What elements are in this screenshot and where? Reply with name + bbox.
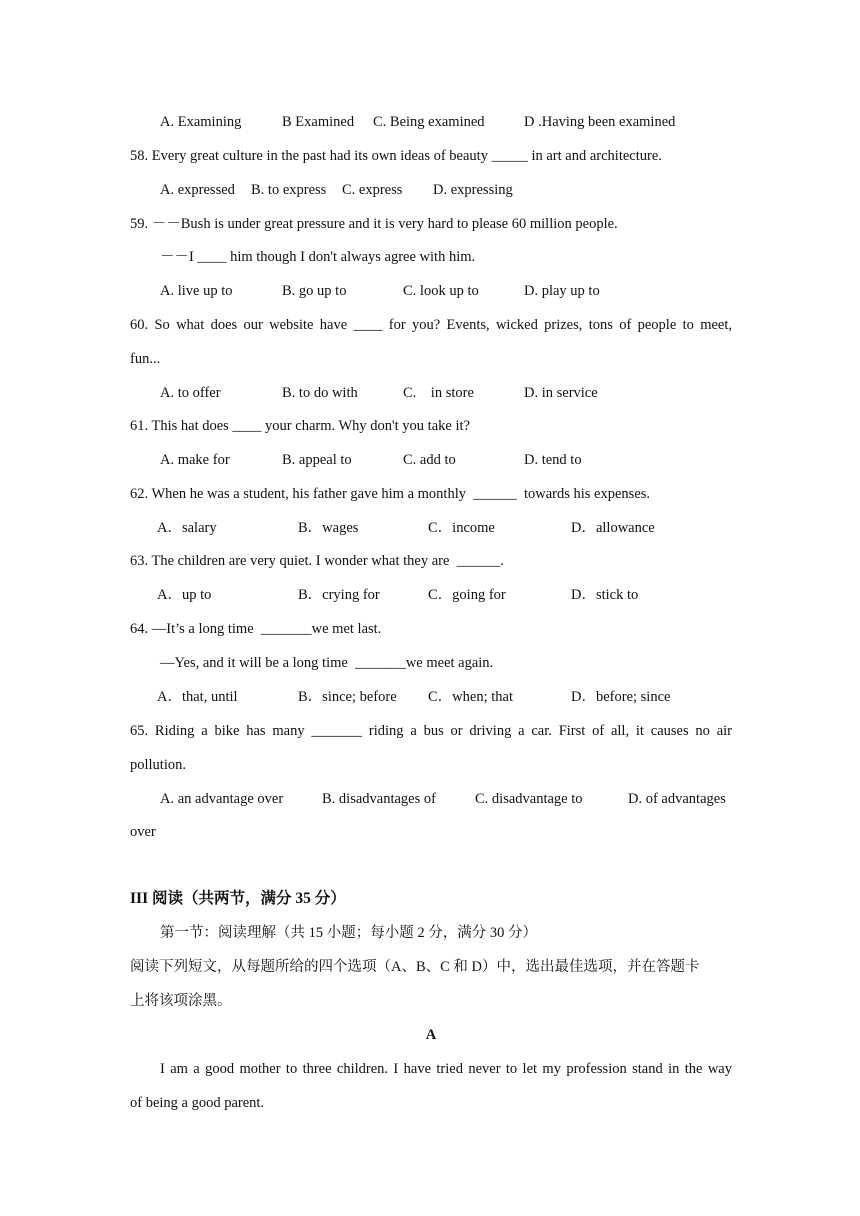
q65-option-a: A. an advantage over	[160, 791, 284, 807]
q62-option-b: B．wages	[298, 520, 359, 536]
q62-option-d: D．allowance	[571, 520, 655, 536]
q59-option-a: A. live up to	[160, 283, 233, 299]
q59-option-d: D. play up to	[524, 283, 600, 299]
q62-option-a: A．salary	[157, 520, 217, 536]
q58-stem: 58. Every great culture in the past had its own ideas of beauty _____ in art and architecture.	[130, 148, 662, 164]
q61-option-a: A. make for	[160, 452, 230, 468]
q60-option-b: B. to do with	[282, 385, 358, 401]
q59-option-c: C. look up to	[403, 283, 479, 299]
q60-option-c: C. in store	[403, 385, 474, 401]
q57-option-c: C. Being examined	[373, 114, 485, 130]
q58-option-b: B. to express	[251, 182, 327, 198]
q57-option-b: B Examined	[282, 114, 355, 130]
q57-option-a: A. Examining	[160, 114, 242, 130]
section-instruction-line2: 上将该项涂黑。	[130, 993, 232, 1009]
section-part1-title: 第一节：阅读理解（共 15 小题；每小题 2 分，满分 30 分）	[160, 925, 537, 941]
q59-option-b: B. go up to	[282, 283, 347, 299]
q64-option-c: C．when; that	[428, 689, 513, 705]
q65-option-b: B. disadvantages of	[322, 791, 436, 807]
section-instruction-line1: 阅读下列短文，从每题所给的四个选项（A、B、C 和 D）中，选出最佳选项，并在答题卡	[130, 959, 700, 975]
q61-option-c: C. add to	[403, 452, 456, 468]
q62-stem: 62. When he was a student, his father gave him a monthly ______ towards his expenses.	[130, 486, 651, 502]
q60-stem-line2: fun...	[130, 351, 161, 367]
q61-option-b: B. appeal to	[282, 452, 352, 468]
q65-option-c: C. disadvantage to	[475, 791, 583, 807]
q60-option-a: A. to offer	[160, 385, 221, 401]
q58-option-c: C. express	[342, 182, 403, 198]
q58-option-d: D. expressing	[433, 182, 513, 198]
section-heading: III 阅读（共两节，满分 35 分）	[130, 890, 346, 907]
q64-option-b: B．since; before	[298, 689, 397, 705]
q62-option-c: C．income	[428, 520, 495, 536]
q64-stem: 64. —It’s a long time _______we met last.	[130, 621, 382, 637]
q61-stem: 61. This hat does ____ your charm. Why don't you take it?	[130, 418, 470, 434]
q57-option-d: D .Having been examined	[524, 114, 676, 130]
q63-option-a: A．up to	[157, 587, 212, 603]
passage-line2: of being a good parent.	[130, 1095, 265, 1111]
q63-stem: 63. The children are very quiet. I wonder what they are ______.	[130, 553, 504, 569]
q58-option-a: A. expressed	[160, 182, 235, 198]
q64-reply: —Yes, and it will be a long time _______we meet again.	[160, 655, 494, 671]
q65-option-d: D. of advantages	[628, 791, 726, 807]
q63-option-d: D．stick to	[571, 587, 639, 603]
q64-option-d: D．before; since	[571, 689, 671, 705]
q60-option-d: D. in service	[524, 385, 598, 401]
passage-letter: A	[425, 1027, 437, 1043]
passage-line1: I am a good mother to three children. I have tried never to let my profession stand in the way	[160, 1061, 732, 1077]
q65-option-d-wrap: over	[130, 824, 156, 840]
q63-option-c: C．going for	[428, 587, 506, 603]
q65-stem-line1: 65. Riding a bike has many _______ riding a bus or driving a car. First of all, it causes no air	[130, 723, 732, 739]
q65-stem-line2: pollution.	[130, 757, 186, 773]
q61-option-d: D. tend to	[524, 452, 582, 468]
q59-reply: －－I ____ him though I don't always agree with him.	[160, 249, 476, 265]
q60-stem-line1: 60. So what does our website have ____ for you? Events, wicked prizes, tons of people to meet,	[130, 317, 732, 333]
q64-option-a: A．that, until	[157, 689, 238, 705]
q63-option-b: B．crying for	[298, 587, 380, 603]
q59-stem: 59. －－Bush is under great pressure and it is very hard to please 60 million people.	[130, 216, 618, 232]
